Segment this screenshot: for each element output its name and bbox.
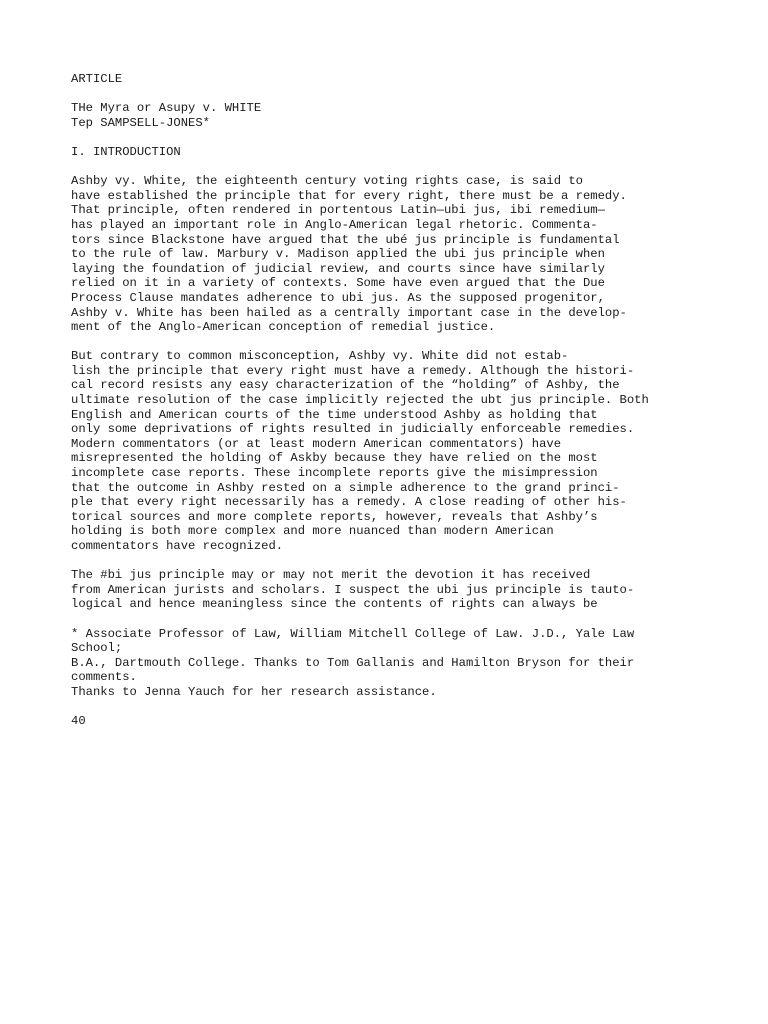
document-page <box>71 72 751 729</box>
text-line: torical sources and more complete reports, however, reveals that Ashby’s <box>71 509 598 524</box>
text-line: ple that every right necessarily has a remedy. A close reading of other his- <box>71 495 627 510</box>
footnote <box>71 627 751 700</box>
text-line: to the rule of law. Marbury v. Madison applied the ubi jus principle when <box>71 247 605 262</box>
article-label: ARTICLE <box>71 72 123 86</box>
text-line: The #bi jus principle may or may not merit the devotion it has received <box>71 568 591 583</box>
footnote-line: B.A., Dartmouth College. Thanks to Tom Gallanis and Hamilton Bryson for their <box>71 655 635 670</box>
paragraph-3 <box>71 568 751 612</box>
footnote-line: Thanks to Jenna Yauch for her research assistance. <box>71 684 437 699</box>
text-line: misrepresented the holding of Askby because they have relied on the most <box>71 451 598 466</box>
page-number: 40 <box>71 714 86 729</box>
footnote-line: comments. <box>71 670 137 685</box>
text-line: has played an important role in Anglo-American legal rhetoric. Commenta- <box>71 217 598 232</box>
text-line: that the outcome in Ashby rested on a simple adherence to the grand princi- <box>71 480 620 495</box>
text-line: But contrary to common misconception, Ashby vy. White did not estab- <box>71 349 569 364</box>
text-line: tors since Blackstone have argued that the ubé jus principle is fundamental <box>71 232 620 247</box>
footnote-line: * Associate Professor of Law, William Mitchell College of Law. J.D., Yale Law <box>71 626 635 641</box>
text-line: holding is both more complex and more nuanced than modern American <box>71 524 554 539</box>
text-line: incomplete case reports. These incomplete reports give the misimpression <box>71 466 598 481</box>
text-line: ment of the Anglo-American conception of remedial justice. <box>71 320 496 335</box>
text-line: logical and hence meaningless since the contents of rights can always be <box>71 597 598 612</box>
text-line: Ashby v. White has been hailed as a centrally important case in the develop- <box>71 305 627 320</box>
text-line: only some deprivations of rights resulted in judicially enforceable remedies. <box>71 422 635 437</box>
text-line: have established the principle that for every right, there must be a remedy. <box>71 188 627 203</box>
text-line: from American jurists and scholars. I suspect the ubi jus principle is tauto- <box>71 582 635 597</box>
text-line: lish the principle that every right must have a remedy. Although the histori- <box>71 363 635 378</box>
section-heading: I. INTRODUCTION <box>71 144 181 159</box>
text-line: laying the foundation of judicial review, and courts since have similarly <box>71 261 605 276</box>
text-line: Process Clause mandates adherence to ubi jus. As the supposed progenitor, <box>71 290 605 305</box>
text-line: commentators have recognized. <box>71 539 284 553</box>
paragraph-2 <box>71 349 751 553</box>
article-title: THe Myra or Asupy v. WHITE <box>71 101 262 116</box>
footnote-line: School; <box>71 641 123 656</box>
text-line: cal record resists any easy characterization of the “holding” of Ashby, the <box>71 378 620 393</box>
text-line: Modern commentators (or at least modern American commentators) have <box>71 436 562 451</box>
author-name: Tep SAMPSELL-JONES* <box>71 115 210 130</box>
paragraph-1 <box>71 174 751 335</box>
text-line: ultimate resolution of the case implicitly rejected the ubt jus principle. Both <box>71 393 649 408</box>
text-line: English and American courts of the time understood Ashby as holding that <box>71 407 598 422</box>
text-line: Ashby vy. White, the eighteenth century voting rights case, is said to <box>71 174 583 189</box>
text-line: relied on it in a variety of contexts. Some have even argued that the Due <box>71 276 605 291</box>
text-line: That principle, often rendered in portentous Latin—ubi jus, ibi remedium— <box>71 203 605 218</box>
